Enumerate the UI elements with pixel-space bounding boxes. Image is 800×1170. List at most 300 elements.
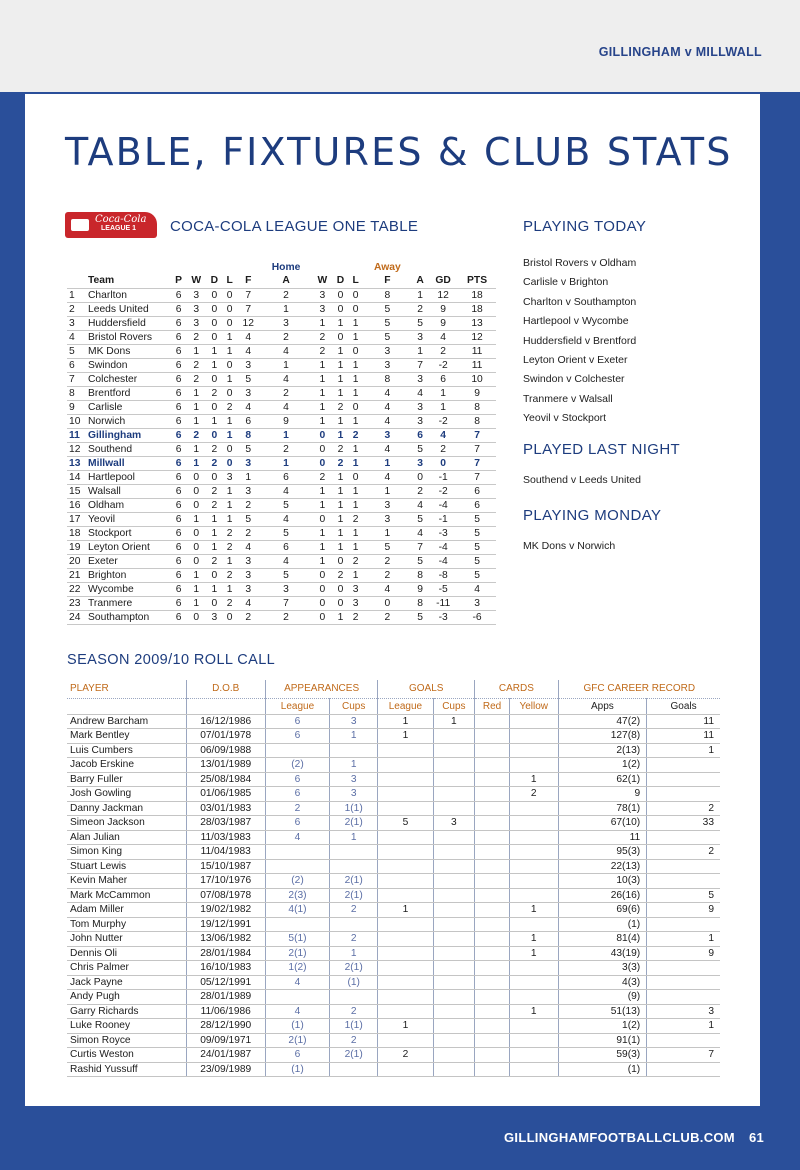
group-spacer xyxy=(412,260,428,274)
roll-cell xyxy=(475,801,510,816)
roll-cell xyxy=(647,758,720,773)
league-cell: 2 xyxy=(349,428,363,442)
league-cell: 1 xyxy=(186,400,206,414)
roll-cell xyxy=(509,888,558,903)
roll-cell xyxy=(475,1062,510,1077)
league-cell: 8 xyxy=(458,414,496,428)
roll-cell: 1 xyxy=(378,903,433,918)
league-cell: 2 xyxy=(412,484,428,498)
league-cell: 4 xyxy=(363,400,412,414)
league-cell: 6 xyxy=(458,484,496,498)
roll-cell xyxy=(378,961,433,976)
roll-cell xyxy=(475,990,510,1005)
roll-subheader: Cups xyxy=(433,698,475,714)
group-spacer xyxy=(206,260,222,274)
league-cell: 0 xyxy=(186,484,206,498)
team-name: Bristol Rovers xyxy=(87,330,171,344)
league-row xyxy=(67,288,496,302)
roll-cell: 6 xyxy=(265,729,329,744)
roll-cell xyxy=(475,714,510,729)
league-cell: 6 xyxy=(171,288,186,302)
player-name: Garry Richards xyxy=(67,1004,186,1019)
league-row xyxy=(67,596,496,610)
group-away-label: Away xyxy=(374,261,401,273)
roll-row xyxy=(67,1004,720,1019)
roll-subheader-spacer xyxy=(67,698,186,714)
league-cell: 8 xyxy=(363,372,412,386)
league-cell: 3 xyxy=(260,316,312,330)
league-cell: 3 xyxy=(206,610,222,624)
league-cell: 8 xyxy=(458,400,496,414)
roll-cell xyxy=(509,743,558,758)
league-cell: 1 xyxy=(312,414,332,428)
league-cell: 18 xyxy=(67,526,87,540)
league-column-header: W xyxy=(312,274,332,288)
match-title: GILLINGHAM v MILLWALL xyxy=(598,45,762,59)
league-cell: 6 xyxy=(237,414,260,428)
roll-cell: 6 xyxy=(265,1048,329,1063)
league-cell: 1 xyxy=(186,386,206,400)
league-column-header: L xyxy=(222,274,236,288)
league-cell: -8 xyxy=(428,568,458,582)
roll-cell xyxy=(475,787,510,802)
roll-cell: 81(4) xyxy=(558,932,647,947)
league-cell: 3 xyxy=(412,414,428,428)
league-cell: 1 xyxy=(332,414,348,428)
league-cell: 6 xyxy=(458,498,496,512)
league-cell: 5 xyxy=(67,344,87,358)
league-cell: 23 xyxy=(67,596,87,610)
league-cell: 0 xyxy=(222,302,236,316)
roll-cell xyxy=(509,1033,558,1048)
league-cell: 2 xyxy=(312,470,332,484)
roll-cell: 11/03/1983 xyxy=(186,830,265,845)
league-cell: 1 xyxy=(312,316,332,330)
player-name: Andrew Barcham xyxy=(67,714,186,729)
fixture-item: Yeovil v Stockport xyxy=(523,412,607,425)
roll-cell xyxy=(647,990,720,1005)
roll-cell: 2(1) xyxy=(330,888,378,903)
league-cell: 5 xyxy=(458,512,496,526)
league-cell: 6 xyxy=(412,428,428,442)
league-row xyxy=(67,554,496,568)
roll-cell: 11 xyxy=(647,729,720,744)
league-cell: 6 xyxy=(171,302,186,316)
roll-cell: (1) xyxy=(265,1019,329,1034)
league-logo-mark xyxy=(71,219,89,231)
roll-cell xyxy=(475,888,510,903)
roll-cell xyxy=(647,859,720,874)
roll-cell xyxy=(378,917,433,932)
league-cell: 1 xyxy=(312,358,332,372)
group-spacer xyxy=(186,260,206,274)
league-row xyxy=(67,302,496,316)
roll-cell xyxy=(509,917,558,932)
league-logo-line2: LEAGUE 1 xyxy=(101,225,137,232)
roll-cell: 3 xyxy=(330,787,378,802)
league-row xyxy=(67,344,496,358)
league-cell: 1 xyxy=(206,512,222,526)
roll-cell: 1(2) xyxy=(558,758,647,773)
league-cell: 2 xyxy=(349,554,363,568)
roll-row xyxy=(67,975,720,990)
roll-row xyxy=(67,961,720,976)
roll-subheader: Apps xyxy=(558,698,647,714)
group-spacer xyxy=(349,260,363,274)
league-cell: 3 xyxy=(237,484,260,498)
roll-cell xyxy=(433,758,475,773)
fixture-item: Swindon v Colchester xyxy=(523,373,625,386)
roll-cell: 1 xyxy=(647,1019,720,1034)
league-cell: 11 xyxy=(67,428,87,442)
roll-cell: 1 xyxy=(378,729,433,744)
league-cell: 1 xyxy=(222,498,236,512)
league-cell: 3 xyxy=(237,358,260,372)
league-cell: 2 xyxy=(428,442,458,456)
fixture-item: Hartlepool v Wycombe xyxy=(523,315,629,328)
league-cell: 3 xyxy=(412,456,428,470)
league-row xyxy=(67,456,496,470)
roll-cell: 06/09/1988 xyxy=(186,743,265,758)
roll-cell xyxy=(378,830,433,845)
league-cell: 5 xyxy=(458,554,496,568)
roll-cell xyxy=(509,801,558,816)
roll-cell: 9 xyxy=(558,787,647,802)
roll-cell: 11/04/1983 xyxy=(186,845,265,860)
league-cell: -6 xyxy=(458,610,496,624)
league-cell: 20 xyxy=(67,554,87,568)
league-cell: 5 xyxy=(412,610,428,624)
league-cell: 1 xyxy=(332,344,348,358)
roll-cell xyxy=(475,816,510,831)
league-cell: 4 xyxy=(458,582,496,596)
league-cell: 2 xyxy=(363,568,412,582)
roll-subheader: Yellow xyxy=(509,698,558,714)
league-cell: 0 xyxy=(222,288,236,302)
page-number: 61 xyxy=(748,1130,764,1145)
league-cell: 0 xyxy=(312,512,332,526)
roll-cell: 62(1) xyxy=(558,772,647,787)
league-column-header: A xyxy=(412,274,428,288)
league-cell: 5 xyxy=(260,498,312,512)
roll-cell: 24/01/1987 xyxy=(186,1048,265,1063)
roll-cell xyxy=(378,758,433,773)
league-cell: 12 xyxy=(428,288,458,302)
roll-subheader: League xyxy=(378,698,433,714)
team-name: Southampton xyxy=(87,610,171,624)
league-cell: 9 xyxy=(458,386,496,400)
league-cell: 0 xyxy=(186,498,206,512)
player-name: Mark Bentley xyxy=(67,729,186,744)
league-row xyxy=(67,428,496,442)
league-cell: 7 xyxy=(458,470,496,484)
roll-cell xyxy=(433,1004,475,1019)
league-cell: -3 xyxy=(428,610,458,624)
league-cell: 5 xyxy=(412,442,428,456)
league-cell: 1 xyxy=(206,582,222,596)
roll-cell xyxy=(433,845,475,860)
league-cell: 9 xyxy=(428,316,458,330)
league-cell: 8 xyxy=(237,428,260,442)
team-name: Leyton Orient xyxy=(87,540,171,554)
league-cell: 1 xyxy=(206,414,222,428)
league-column-header: Team xyxy=(87,274,171,288)
fixture-item: MK Dons v Norwich xyxy=(523,540,616,552)
roll-row xyxy=(67,859,720,874)
league-cell: 9 xyxy=(260,414,312,428)
league-column-header: A xyxy=(260,274,312,288)
league-cell: 1 xyxy=(332,428,348,442)
league-cell: 0 xyxy=(363,596,412,610)
roll-cell: 1 xyxy=(378,1019,433,1034)
league-cell: 6 xyxy=(171,344,186,358)
player-name: Adam Miller xyxy=(67,903,186,918)
roll-cell xyxy=(378,888,433,903)
league-cell: 0 xyxy=(332,288,348,302)
league-cell: 1 xyxy=(412,288,428,302)
roll-cell xyxy=(433,874,475,889)
league-cell: 1 xyxy=(412,344,428,358)
played-last-night-title: PLAYED LAST NIGHT xyxy=(523,441,681,458)
league-cell: 2 xyxy=(222,540,236,554)
roll-cell: 07/01/1978 xyxy=(186,729,265,744)
league-cell: 6 xyxy=(171,540,186,554)
league-cell: 3 xyxy=(67,316,87,330)
league-cell: 1 xyxy=(332,610,348,624)
roll-cell: 4(1) xyxy=(265,903,329,918)
league-cell: 2 xyxy=(67,302,87,316)
league-cell: 0 xyxy=(206,596,222,610)
roll-cell: 2 xyxy=(330,903,378,918)
league-cell: 3 xyxy=(349,596,363,610)
league-cell: 1 xyxy=(332,526,348,540)
league-row xyxy=(67,610,496,624)
footer xyxy=(490,1130,764,1145)
league-cell: 3 xyxy=(363,358,412,372)
league-cell: 6 xyxy=(171,316,186,330)
roll-cell: 33 xyxy=(647,816,720,831)
roll-row xyxy=(67,816,720,831)
roll-cell xyxy=(509,859,558,874)
league-row xyxy=(67,568,496,582)
roll-cell xyxy=(509,975,558,990)
roll-cell xyxy=(475,729,510,744)
roll-cell xyxy=(378,787,433,802)
roll-cell: 5 xyxy=(647,888,720,903)
league-cell: 1 xyxy=(312,526,332,540)
league-cell: 4 xyxy=(67,330,87,344)
roll-cell xyxy=(509,1019,558,1034)
roll-group-label: GOALS xyxy=(378,680,475,698)
league-row xyxy=(67,484,496,498)
roll-cell xyxy=(509,990,558,1005)
roll-cell: 95(3) xyxy=(558,845,647,860)
league-cell: 5 xyxy=(237,372,260,386)
roll-cell: 69(6) xyxy=(558,903,647,918)
league-cell: 3 xyxy=(186,302,206,316)
roll-cell: 25/08/1984 xyxy=(186,772,265,787)
roll-cell: 6 xyxy=(265,772,329,787)
content-card xyxy=(25,94,760,1106)
roll-cell xyxy=(475,961,510,976)
roll-cell: 2 xyxy=(330,1004,378,1019)
roll-cell xyxy=(647,975,720,990)
roll-cell xyxy=(378,845,433,860)
league-cell: 1 xyxy=(260,428,312,442)
league-cell: 6 xyxy=(171,610,186,624)
league-cell: 2 xyxy=(349,512,363,526)
roll-cell: 2(13) xyxy=(558,743,647,758)
league-cell: 4 xyxy=(428,428,458,442)
roll-cell: 2(1) xyxy=(265,946,329,961)
roll-cell: (1) xyxy=(265,1062,329,1077)
league-cell: 3 xyxy=(412,330,428,344)
roll-cell: 1 xyxy=(330,729,378,744)
team-name: Oldham xyxy=(87,498,171,512)
league-cell: 4 xyxy=(260,372,312,386)
league-cell: -3 xyxy=(428,526,458,540)
league-cell: 0 xyxy=(222,316,236,330)
league-cell: 6 xyxy=(171,484,186,498)
roll-cell xyxy=(509,714,558,729)
roll-cell xyxy=(509,816,558,831)
league-cell: -1 xyxy=(428,512,458,526)
group-spacer xyxy=(458,260,496,274)
player-name: Danny Jackman xyxy=(67,801,186,816)
roll-cell xyxy=(509,1048,558,1063)
roll-cell xyxy=(330,859,378,874)
league-cell: 2 xyxy=(349,610,363,624)
roll-cell: 2(1) xyxy=(330,961,378,976)
roll-group-label: APPEARANCES xyxy=(265,680,377,698)
league-cell: 5 xyxy=(363,316,412,330)
league-cell: 5 xyxy=(412,512,428,526)
roll-row xyxy=(67,1033,720,1048)
player-name: Luis Cumbers xyxy=(67,743,186,758)
league-row xyxy=(67,330,496,344)
league-cell: 5 xyxy=(237,512,260,526)
league-cell: 3 xyxy=(312,288,332,302)
roll-cell: 47(2) xyxy=(558,714,647,729)
player-name: Stuart Lewis xyxy=(67,859,186,874)
league-cell: 0 xyxy=(206,302,222,316)
roll-cell: 2 xyxy=(265,801,329,816)
league-cell: -1 xyxy=(428,470,458,484)
league-cell: 1 xyxy=(186,442,206,456)
player-name: Simeon Jackson xyxy=(67,816,186,831)
group-spacer xyxy=(237,260,260,274)
league-cell: 1 xyxy=(349,372,363,386)
league-cell: 2 xyxy=(186,358,206,372)
roll-cell xyxy=(509,961,558,976)
group-spacer xyxy=(428,260,458,274)
roll-cell: 11 xyxy=(647,714,720,729)
league-cell: 5 xyxy=(237,442,260,456)
league-cell: 0 xyxy=(222,610,236,624)
league-cell: 1 xyxy=(332,512,348,526)
league-cell: 4 xyxy=(260,554,312,568)
league-cell: 1 xyxy=(222,344,236,358)
footer-site[interactable]: GILLINGHAMFOOTBALLCLUB.COM xyxy=(504,1130,735,1145)
roll-cell xyxy=(433,888,475,903)
roll-group-label: GFC CAREER RECORD xyxy=(558,680,720,698)
league-cell: 0 xyxy=(186,526,206,540)
league-cell: 14 xyxy=(67,470,87,484)
league-cell: 3 xyxy=(363,428,412,442)
league-cell: 1 xyxy=(312,498,332,512)
roll-subheader: Cups xyxy=(330,698,378,714)
roll-cell: 78(1) xyxy=(558,801,647,816)
league-cell: 2 xyxy=(428,344,458,358)
roll-cell xyxy=(647,874,720,889)
fixture-item: Bristol Rovers v Oldham xyxy=(523,257,637,269)
roll-cell: 11/06/1986 xyxy=(186,1004,265,1019)
league-cell: 0 xyxy=(186,554,206,568)
league-cell: 2 xyxy=(260,610,312,624)
team-name: MK Dons xyxy=(87,344,171,358)
roll-cell: 91(1) xyxy=(558,1033,647,1048)
player-name: Rashid Yussuff xyxy=(67,1062,186,1077)
roll-cell xyxy=(433,743,475,758)
league-table xyxy=(67,260,496,625)
league-column-header: D xyxy=(332,274,348,288)
team-name: Walsall xyxy=(87,484,171,498)
league-cell: 9 xyxy=(67,400,87,414)
roll-cell xyxy=(433,961,475,976)
league-cell: 3 xyxy=(363,498,412,512)
roll-cell: 28/01/1984 xyxy=(186,946,265,961)
league-cell: 1 xyxy=(222,428,236,442)
fixture-item: Southend v Leeds United xyxy=(523,474,641,486)
roll-cell: 4 xyxy=(265,830,329,845)
league-cell: 9 xyxy=(412,582,428,596)
league-cell: 8 xyxy=(67,386,87,400)
player-name: Dennis Oli xyxy=(67,946,186,961)
league-cell: 13 xyxy=(67,456,87,470)
league-cell: 5 xyxy=(412,554,428,568)
roll-cell xyxy=(433,729,475,744)
league-cell: 0 xyxy=(206,568,222,582)
roll-cell: 6 xyxy=(265,816,329,831)
roll-cell xyxy=(433,1062,475,1077)
roll-cell: 2(1) xyxy=(265,1033,329,1048)
team-name: Exeter xyxy=(87,554,171,568)
league-cell: 1 xyxy=(206,344,222,358)
roll-cell: 10(3) xyxy=(558,874,647,889)
roll-cell: 1(1) xyxy=(330,1019,378,1034)
league-cell: 0 xyxy=(222,358,236,372)
league-cell: 1 xyxy=(186,596,206,610)
roll-row xyxy=(67,917,720,932)
league-cell: 0 xyxy=(222,386,236,400)
league-cell: 1 xyxy=(349,484,363,498)
league-cell: 2 xyxy=(186,330,206,344)
league-logo xyxy=(65,212,157,238)
league-cell: 4 xyxy=(237,596,260,610)
roll-cell: (1) xyxy=(330,975,378,990)
roll-cell: 23/09/1989 xyxy=(186,1062,265,1077)
roll-cell xyxy=(378,1004,433,1019)
roll-cell: 09/09/1971 xyxy=(186,1033,265,1048)
league-cell: 0 xyxy=(349,400,363,414)
player-name: Alan Julian xyxy=(67,830,186,845)
league-cell: 6 xyxy=(171,470,186,484)
league-cell: 21 xyxy=(67,568,87,582)
league-cell: 3 xyxy=(363,512,412,526)
league-row xyxy=(67,386,496,400)
roll-cell xyxy=(330,917,378,932)
league-column-header: L xyxy=(349,274,363,288)
